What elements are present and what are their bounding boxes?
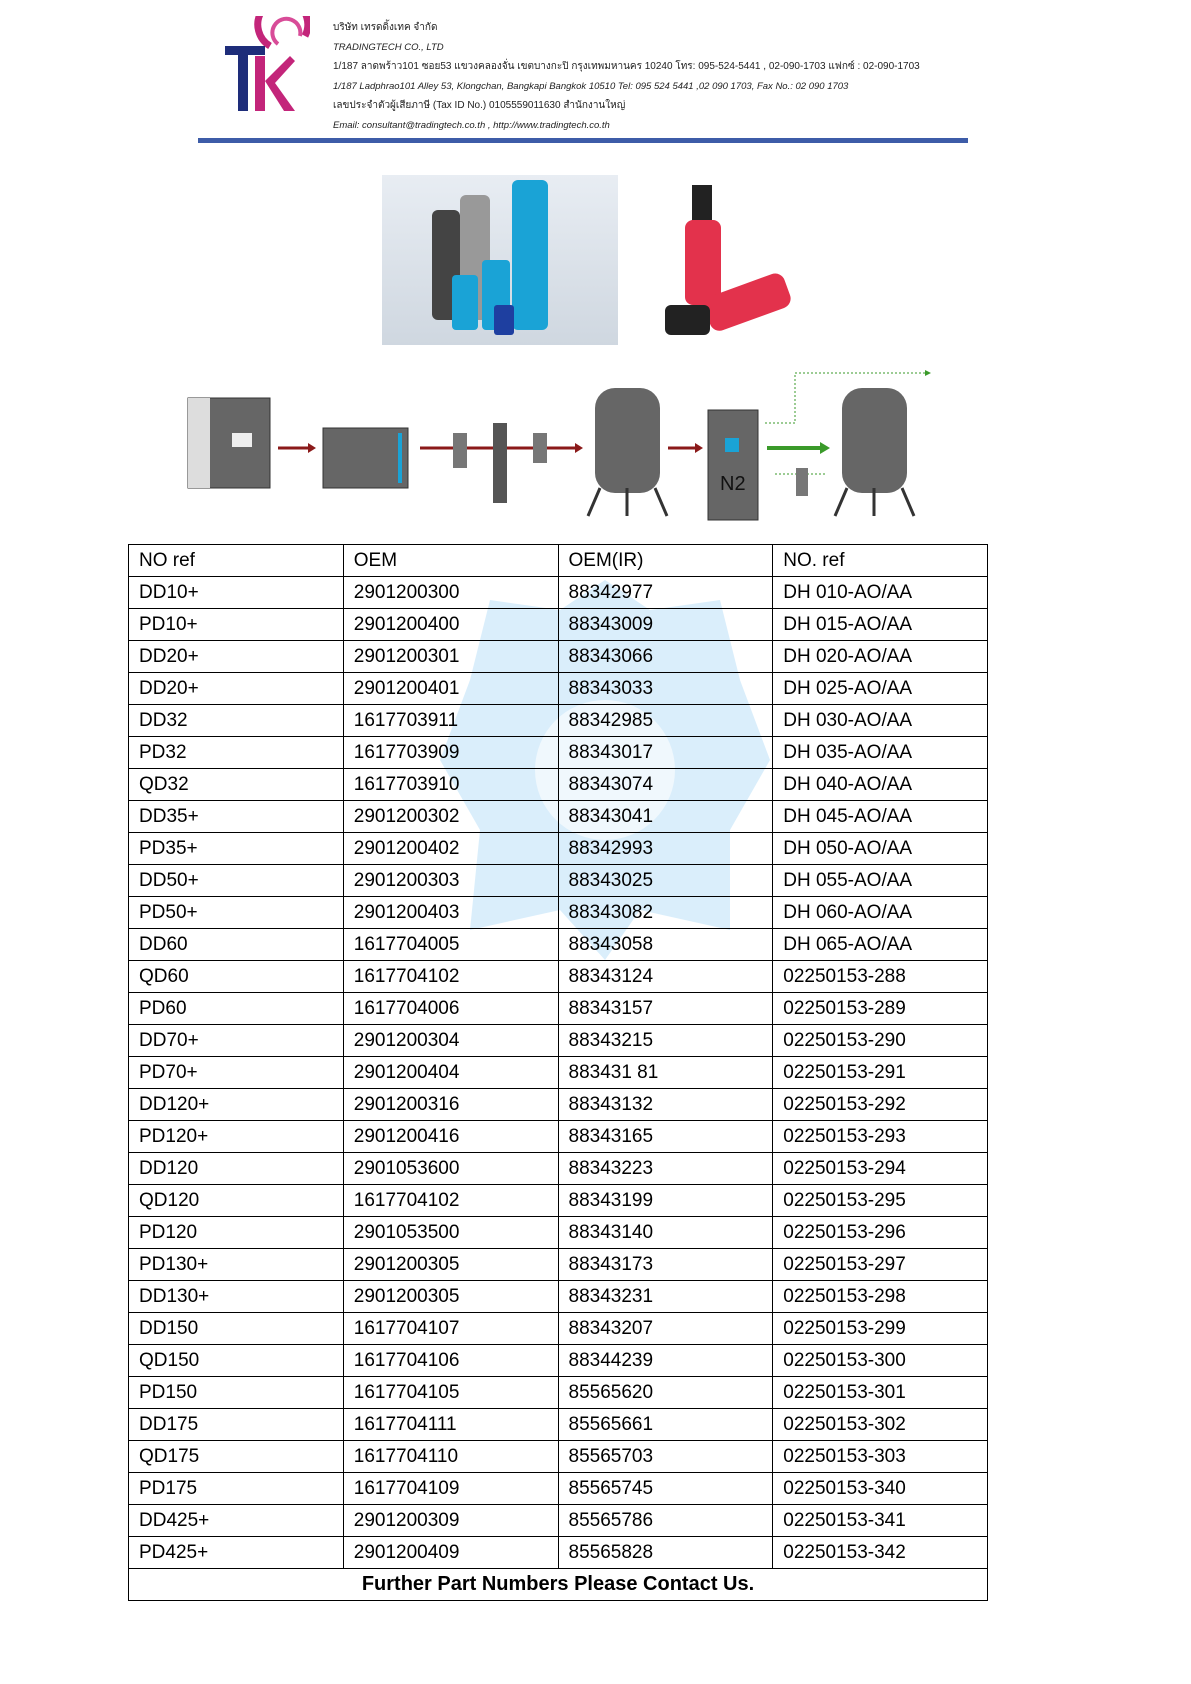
table-row (129, 1089, 988, 1121)
table-cell: DH 065-AO/AA (773, 929, 988, 961)
table-cell: 02250153-299 (773, 1313, 988, 1345)
table-cell: DH 025-AO/AA (773, 673, 988, 705)
table-cell: 88343199 (558, 1185, 773, 1217)
air-tank-icon (588, 388, 667, 516)
table-row (129, 961, 988, 993)
table-footer-row (129, 1569, 988, 1601)
nitrogen-generator-icon (708, 410, 758, 520)
table-row (129, 1537, 988, 1569)
table-cell: 1617704102 (343, 961, 558, 993)
table-cell: OEM(IR) (558, 545, 773, 577)
table-row (129, 1217, 988, 1249)
table-cell: 1617704107 (343, 1313, 558, 1345)
table-cell: 2901200400 (343, 609, 558, 641)
table-cell: 02250153-302 (773, 1409, 988, 1441)
table-row (129, 641, 988, 673)
table-cell: DH 010-AO/AA (773, 577, 988, 609)
table-cell: 88343058 (558, 929, 773, 961)
table-cell: DH 035-AO/AA (773, 737, 988, 769)
table-cell: 88342977 (558, 577, 773, 609)
table-cell: QD120 (129, 1185, 344, 1217)
table-cell: 02250153-288 (773, 961, 988, 993)
table-cell: DH 040-AO/AA (773, 769, 988, 801)
table-cell: DD425+ (129, 1505, 344, 1537)
table-cell: 883431 81 (558, 1057, 773, 1089)
table-cell: 02250153-295 (773, 1185, 988, 1217)
table-cell: 1617704005 (343, 929, 558, 961)
table-cell: QD60 (129, 961, 344, 993)
table-cell: DD70+ (129, 1025, 344, 1057)
table-row (129, 769, 988, 801)
filter-icons (453, 423, 547, 503)
table-row (129, 1249, 988, 1281)
compressed-air-system-diagram (180, 368, 940, 523)
table-cell: PD35+ (129, 833, 344, 865)
table-cell: PD50+ (129, 897, 344, 929)
table-cell: 88343066 (558, 641, 773, 673)
table-cell: PD425+ (129, 1537, 344, 1569)
table-cell: 1617703909 (343, 737, 558, 769)
table-cell: 02250153-342 (773, 1537, 988, 1569)
table-cell: 2901200305 (343, 1281, 558, 1313)
table-row (129, 801, 988, 833)
table-cell: 1617704109 (343, 1473, 558, 1505)
table-cell: 88343009 (558, 609, 773, 641)
table-cell: 2901200401 (343, 673, 558, 705)
table-cell: 02250153-301 (773, 1377, 988, 1409)
table-cell: 1617704111 (343, 1409, 558, 1441)
table-row (129, 865, 988, 897)
n2-label: N2 (720, 473, 746, 495)
table-cell: DD150 (129, 1313, 344, 1345)
table-row (129, 1185, 988, 1217)
table-cell: 88343033 (558, 673, 773, 705)
table-cell: 85565786 (558, 1505, 773, 1537)
table-cell: 1617704102 (343, 1185, 558, 1217)
table-cell: 88343231 (558, 1281, 773, 1313)
dryer-icon (323, 428, 408, 488)
table-cell: 88343132 (558, 1089, 773, 1121)
table-cell: DD175 (129, 1409, 344, 1441)
filter-elements-photo (382, 175, 618, 345)
table-row (129, 993, 988, 1025)
table-cell: DD20+ (129, 641, 344, 673)
table-cell: NO ref (129, 545, 344, 577)
table-row (129, 1025, 988, 1057)
company-name-en: TRADINGTECH CO., LTD (333, 41, 444, 53)
red-filter-photo (650, 175, 800, 345)
table-row (129, 577, 988, 609)
table-cell: 02250153-298 (773, 1281, 988, 1313)
table-cell: DH 020-AO/AA (773, 641, 988, 673)
compressor-icon (188, 398, 270, 488)
table-cell: 1617704110 (343, 1441, 558, 1473)
address-thai: 1/187 ลาดพร้าว101 ซอย53 แขวงคลองจั่น เขตบางกะปิ กรุงเทพมหานคร 10240 โทร: 095-524-5441 , 02-090-1703 แฟกซ์ : 02-090-1703 (333, 61, 920, 72)
table-cell: 02250153-297 (773, 1249, 988, 1281)
table-cell: 85565828 (558, 1537, 773, 1569)
table-row (129, 1441, 988, 1473)
table-cell: OEM (343, 545, 558, 577)
tax-id: เลขประจำตัวผู้เสียภาษี (Tax ID No.) 0105559011630 สำนักงานใหญ่ (333, 100, 626, 111)
table-cell: 1617704105 (343, 1377, 558, 1409)
table-cell: 02250153-293 (773, 1121, 988, 1153)
table-row (129, 897, 988, 929)
table-cell: 2901200309 (343, 1505, 558, 1537)
table-cell: 88343157 (558, 993, 773, 1025)
table-cell: 88343207 (558, 1313, 773, 1345)
table-cell: QD32 (129, 769, 344, 801)
table-cell: 2901053600 (343, 1153, 558, 1185)
contact-note: Further Part Numbers Please Contact Us. (129, 1569, 988, 1601)
table-row (129, 609, 988, 641)
table-cell: 2901200403 (343, 897, 558, 929)
table-row (129, 1345, 988, 1377)
table-cell: 88342985 (558, 705, 773, 737)
table-cell: 02250153-294 (773, 1153, 988, 1185)
table-cell: DD35+ (129, 801, 344, 833)
table-cell: 1617704006 (343, 993, 558, 1025)
table-row (129, 1153, 988, 1185)
table-cell: 2901200402 (343, 833, 558, 865)
table-cell: DD60 (129, 929, 344, 961)
nitrogen-tank-icon (835, 388, 914, 516)
table-row (129, 1121, 988, 1153)
table-row (129, 1505, 988, 1537)
table-cell: 85565703 (558, 1441, 773, 1473)
table-cell: 88343140 (558, 1217, 773, 1249)
table-cell: QD175 (129, 1441, 344, 1473)
table-row (129, 1281, 988, 1313)
table-cell: 88343074 (558, 769, 773, 801)
table-cell: 1617703911 (343, 705, 558, 737)
table-cell: 88343082 (558, 897, 773, 929)
table-cell: DH 045-AO/AA (773, 801, 988, 833)
table-cell: 02250153-289 (773, 993, 988, 1025)
table-cell: 2901200300 (343, 577, 558, 609)
table-row (129, 1473, 988, 1505)
table-cell: PD70+ (129, 1057, 344, 1089)
table-cell: 02250153-296 (773, 1217, 988, 1249)
table-cell: PD130+ (129, 1249, 344, 1281)
table-cell: DH 055-AO/AA (773, 865, 988, 897)
table-row (129, 1409, 988, 1441)
table-cell: 2901200302 (343, 801, 558, 833)
table-cell: PD60 (129, 993, 344, 1025)
company-header (333, 18, 920, 135)
table-cell: DD20+ (129, 673, 344, 705)
table-cell: 2901200303 (343, 865, 558, 897)
table-cell: 2901200316 (343, 1089, 558, 1121)
table-cell: 88343215 (558, 1025, 773, 1057)
table-cell: QD150 (129, 1345, 344, 1377)
table-cell: PD175 (129, 1473, 344, 1505)
table-cell: DH 060-AO/AA (773, 897, 988, 929)
table-cell: DD120 (129, 1153, 344, 1185)
table-cell: 2901200404 (343, 1057, 558, 1089)
table-cell: 2901200409 (343, 1537, 558, 1569)
table-cell: 2901200301 (343, 641, 558, 673)
table-cell: 1617703910 (343, 769, 558, 801)
table-cell: 2901200416 (343, 1121, 558, 1153)
table-cell: 88343173 (558, 1249, 773, 1281)
company-name-thai: บริษัท เทรดดิ้งเทค จำกัด (333, 22, 438, 33)
table-cell: 02250153-341 (773, 1505, 988, 1537)
table-cell: 88343017 (558, 737, 773, 769)
table-cell: 1617704106 (343, 1345, 558, 1377)
table-cell: 88343041 (558, 801, 773, 833)
table-row (129, 705, 988, 737)
table-row (129, 1313, 988, 1345)
table-cell: 02250153-291 (773, 1057, 988, 1089)
table-row (129, 929, 988, 961)
address-en: 1/187 Ladphrao101 Alley 53, Klongchan, Bangkapi Bangkok 10510 Tel: 095 524 5441 ,02 090 1703, Fax No.: 02 090 1703 (333, 80, 849, 92)
table-cell: 88343025 (558, 865, 773, 897)
table-row (129, 737, 988, 769)
table-row (129, 673, 988, 705)
table-cell: PD120+ (129, 1121, 344, 1153)
table-cell: DH 030-AO/AA (773, 705, 988, 737)
part-number-table (128, 544, 988, 1601)
table-cell: 88344239 (558, 1345, 773, 1377)
table-row (129, 833, 988, 865)
table-cell: PD32 (129, 737, 344, 769)
table-cell: PD150 (129, 1377, 344, 1409)
table-cell: DD120+ (129, 1089, 344, 1121)
table-cell: NO. ref (773, 545, 988, 577)
table-cell: 2901200304 (343, 1025, 558, 1057)
table-cell: PD120 (129, 1217, 344, 1249)
table-cell: 02250153-292 (773, 1089, 988, 1121)
table-cell: DD130+ (129, 1281, 344, 1313)
table-cell: 85565661 (558, 1409, 773, 1441)
table-cell: DH 015-AO/AA (773, 609, 988, 641)
table-cell: DD10+ (129, 577, 344, 609)
table-cell: 2901200305 (343, 1249, 558, 1281)
company-logo (220, 16, 310, 116)
table-row (129, 1057, 988, 1089)
table-cell: 88342993 (558, 833, 773, 865)
table-header-row (129, 545, 988, 577)
table-cell: 88343124 (558, 961, 773, 993)
table-cell: 02250153-300 (773, 1345, 988, 1377)
table-cell: 88343223 (558, 1153, 773, 1185)
table-cell: DD50+ (129, 865, 344, 897)
table-cell: 02250153-303 (773, 1441, 988, 1473)
table-cell: DD32 (129, 705, 344, 737)
table-row (129, 1377, 988, 1409)
table-cell: 2901053500 (343, 1217, 558, 1249)
table-cell: 02250153-290 (773, 1025, 988, 1057)
table-cell: DH 050-AO/AA (773, 833, 988, 865)
table-cell: 02250153-340 (773, 1473, 988, 1505)
email-web: Email: consultant@tradingtech.co.th , http://www.tradingtech.co.th (333, 119, 610, 131)
table-cell: PD10+ (129, 609, 344, 641)
table-cell: 88343165 (558, 1121, 773, 1153)
header-divider (198, 138, 968, 143)
table-cell: 85565745 (558, 1473, 773, 1505)
table-cell: 85565620 (558, 1377, 773, 1409)
